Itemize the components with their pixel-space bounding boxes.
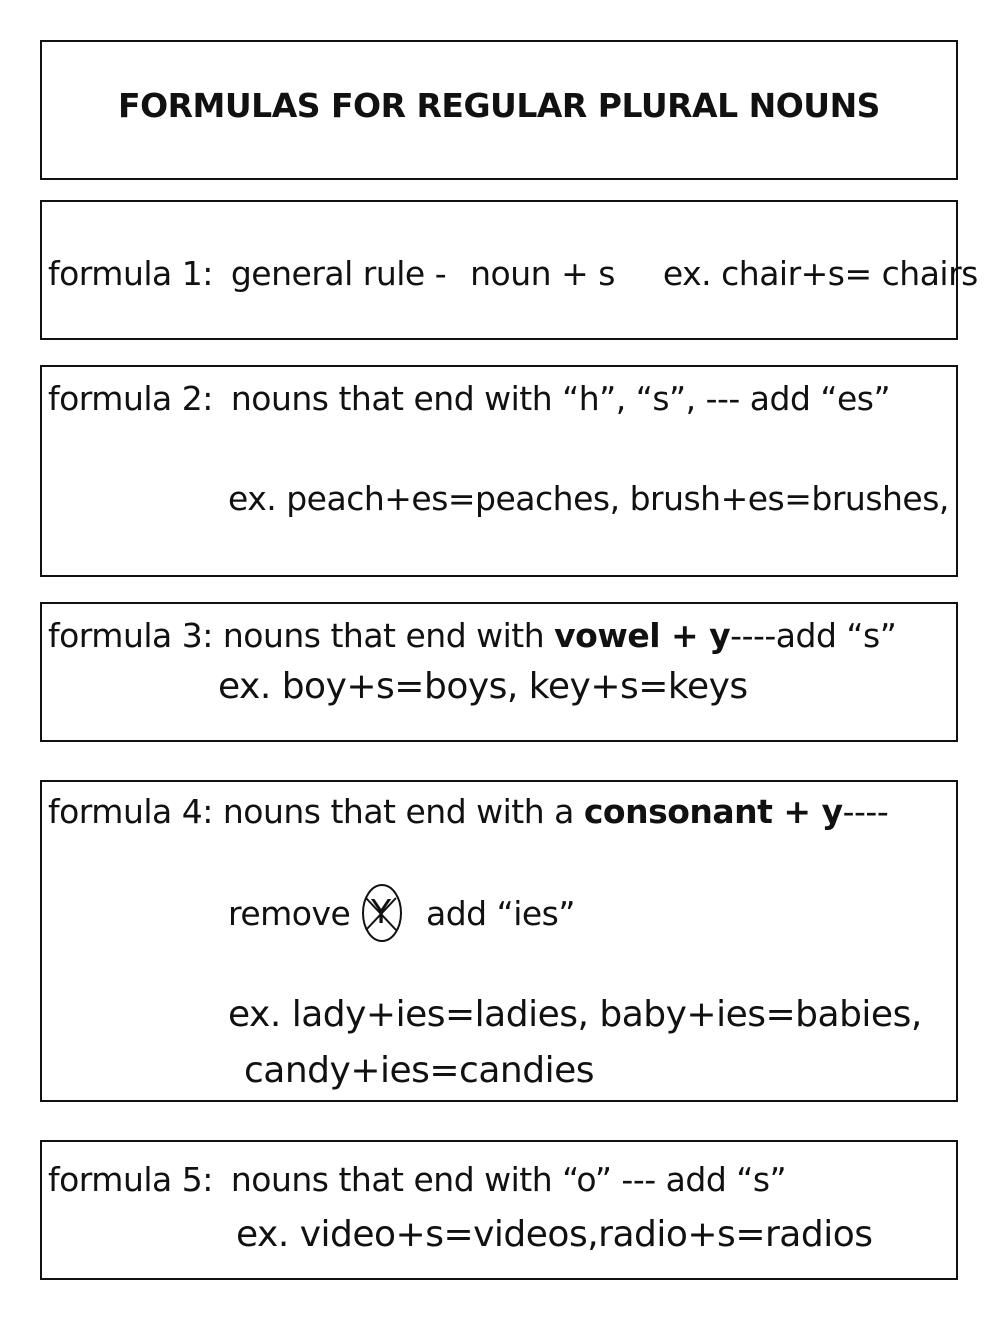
formula-5-example: ex. video+s=videos,radio+s=radios xyxy=(236,1214,873,1255)
formula-3-rule-line xyxy=(48,616,896,655)
crossed-letter: Y xyxy=(371,892,392,931)
title-box xyxy=(40,40,958,180)
formula-4-rule-line xyxy=(48,792,888,831)
formula-4-rule-prefix: nouns that end with a xyxy=(222,792,574,831)
formula-1-example: ex. chair+s= chairs xyxy=(662,254,978,293)
formula-4-rule-suffix: ---- xyxy=(842,792,889,831)
formula-5-box xyxy=(40,1140,958,1280)
formula-5-rule-line xyxy=(48,1160,786,1199)
formula-2-example: ex. peach+es=peaches, brush+es=brushes, xyxy=(228,479,949,518)
formula-4-label: formula 4: xyxy=(48,792,213,831)
formula-4-example-1: ex. lady+ies=ladies, baby+ies=babies, xyxy=(228,994,922,1035)
formula-2-label: formula 2: xyxy=(48,379,213,418)
formula-2-rule-line xyxy=(48,379,890,418)
formula-4-rule-bold: consonant + y xyxy=(583,792,843,831)
formula-5-label: formula 5: xyxy=(48,1160,213,1199)
formula-1-line xyxy=(48,254,978,293)
formula-3-label: formula 3: xyxy=(48,616,213,655)
formula-3-example: ex. boy+s=boys, key+s=keys xyxy=(218,666,748,707)
formula-3-rule-suffix: ----add “s” xyxy=(730,616,897,655)
formula-1-pattern: noun + s xyxy=(470,254,615,293)
formula-4-box xyxy=(40,780,958,1102)
formula-4-remove-line xyxy=(228,894,350,933)
formula-2-box xyxy=(40,365,958,577)
formula-1-rule: general rule - xyxy=(230,254,447,293)
formula-4-add-text: add “ies” xyxy=(426,894,575,933)
formula-2-rule: nouns that end with “h”, “s”, --- add “es” xyxy=(230,379,891,418)
formula-5-rule: nouns that end with “o” --- add “s” xyxy=(230,1160,787,1199)
formula-1-box xyxy=(40,200,978,340)
formula-4-example-2: candy+ies=candies xyxy=(244,1050,594,1091)
page-title: FORMULAS FOR REGULAR PLURAL NOUNS xyxy=(118,86,880,125)
formula-1-label: formula 1: xyxy=(48,254,213,293)
formula-4-remove-text: remove xyxy=(228,894,351,933)
formula-3-box xyxy=(40,602,958,742)
formula-3-rule-bold: vowel + y xyxy=(554,616,731,655)
formula-3-rule-prefix: nouns that end with xyxy=(222,616,545,655)
crossed-out-y-icon xyxy=(360,882,404,944)
